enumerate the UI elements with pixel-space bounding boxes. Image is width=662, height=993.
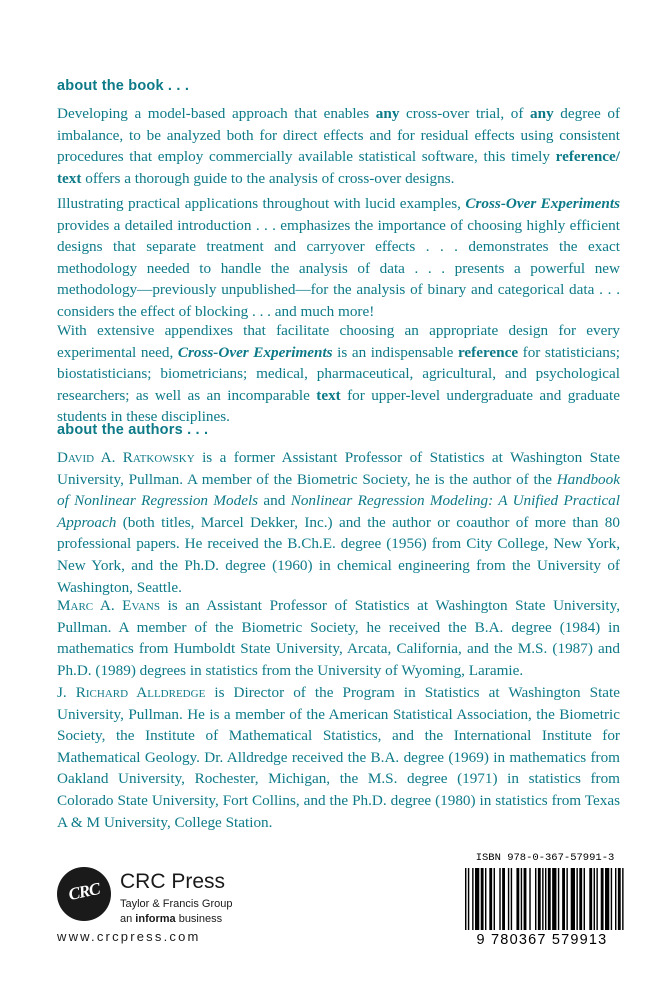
barcode-bar <box>615 868 616 930</box>
barcode-bar <box>494 868 495 930</box>
about-authors-heading: about the authors . . . <box>57 422 209 438</box>
barcode-bar <box>566 868 567 930</box>
barcode-bar <box>524 868 527 930</box>
author-bio-alldredge: J. Richard Alldredge is Director of the Program in Statistics at Washington State University, Pullman. He is a member of the American Statistical Association, the Biometric Society, the Institute of Mathematical Statistics, and the International Institute for Mathematical Geology. Dr. Alldredge received the B.A. degree (1969) in mathematics from Oakland University, Rochester, Michigan, the M.S. degree (1971) in statistics from Colorado State University, Fort Collins, and the Ph.D. degree (1980) in statistics from Texas A & M University, College Station. <box>57 684 620 831</box>
barcode-bar <box>511 868 512 930</box>
barcode-bar <box>542 868 543 930</box>
barcode-bar <box>562 868 565 930</box>
barcode-bar <box>594 868 595 930</box>
barcode-bar <box>475 868 479 930</box>
barcode-bar <box>545 868 546 930</box>
barcode-bar <box>538 868 541 930</box>
barcode-bar <box>508 868 509 930</box>
barcode-bar <box>485 868 486 930</box>
barcode-bar <box>601 868 604 930</box>
barcode-bar <box>472 868 473 930</box>
publisher-subline: an informa business <box>120 913 223 925</box>
publisher-group: Taylor & Francis Group <box>120 898 233 910</box>
barcode-digits: 9 780367 579913 <box>476 932 608 948</box>
barcode-bar <box>468 868 469 930</box>
about-book-heading: about the book . . . <box>57 78 190 94</box>
barcode-bar <box>584 868 585 930</box>
barcode-bar <box>548 868 551 930</box>
author-bio-evans: Marc A. Evans is an Assistant Professor of Statistics at Washington State University, Pullman. A member of the Biometric Society, he received the B.A. degree (1984) in mathematics from Humboldt State University, Arcata, California, and the M.S. (1987) and Ph.D. (1989) degrees in statistics from the University of Wyoming, Laramie. <box>57 597 621 679</box>
barcode-bar <box>605 868 609 930</box>
isbn-label: ISBN 978-0-367-57991-3 <box>475 852 615 864</box>
barcode-bar <box>576 868 577 930</box>
barcode-bar <box>502 868 505 930</box>
barcode-bar <box>552 868 556 930</box>
barcode-bar <box>618 868 621 930</box>
barcode-bar <box>571 868 575 930</box>
barcode-bar <box>558 868 559 930</box>
barcode-bar <box>596 868 597 930</box>
publisher-url[interactable]: www.crcpress.com <box>57 929 201 944</box>
barcode-bar <box>516 868 519 930</box>
publisher-name: CRC Press <box>120 870 226 893</box>
barcode-bar <box>521 868 522 930</box>
barcode-bar <box>481 868 484 930</box>
barcode-bar <box>465 868 466 930</box>
barcode-bar <box>535 868 536 930</box>
author-bio-ratkowsky: David A. Ratkowsky is a former Assistant Professor of Statistics at Washington State University, Pullman. A member of the Biometric Society, he is the author of the Handbook of Nonlinear Regression Models and Nonlinear Regression Modeling: A Unified Practical Approach (both titles, Marcel Dekker, Inc.) and the author or coauthor of more than 80 professional papers. He received the B.Ch.E. degree (1956) from City College, New York, New York, and the Ph.D. degree (1960) in chemical engineering from the University of Washington, Seattle. <box>57 449 620 596</box>
barcode-bar <box>489 868 492 930</box>
barcode-bar <box>499 868 500 930</box>
book-paragraph-1: Developing a model-based approach that enables any cross-over trial, of any degree of imbalance, to be analyzed both for direct effects and for residual effects using consistent procedures that employ commercially available statistical software, this timely reference/ text offers a thorough guide to the analysis of cross-over designs. <box>57 105 620 187</box>
book-paragraph-3: With extensive appendixes that facilitate choosing an appropriate design for every experimental need, Cross-Over Experiments is an indispensable reference for statisticians; biostatisticians; biometricians; medical, pharmaceutical, agricultural, and psychological researchers; as well as an incomparable text for upper-level undergraduate and graduate students in these disciplines. <box>57 322 620 426</box>
barcode-bar <box>622 868 623 930</box>
crc-logo-mark: CRC <box>66 878 102 905</box>
barcode-bar <box>579 868 582 930</box>
barcode-bar <box>529 868 530 930</box>
barcode-bar <box>611 868 612 930</box>
barcode-bar <box>589 868 592 930</box>
book-paragraph-2: Illustrating practical applications throughout with lucid examples, Cross-Over Experiments provides a detailed introduction . . . emphasizes the importance of choosing highly efficient designs that separate treatment and carryover effects . . . demonstrates the exact methodology needed to handle the analysis of data . . . presents a powerful new methodology—previously unpublished—for the analysis of binary and categorical data . . . considers the effect of blocking . . . and much more! <box>57 195 620 320</box>
barcode-image <box>464 868 626 930</box>
